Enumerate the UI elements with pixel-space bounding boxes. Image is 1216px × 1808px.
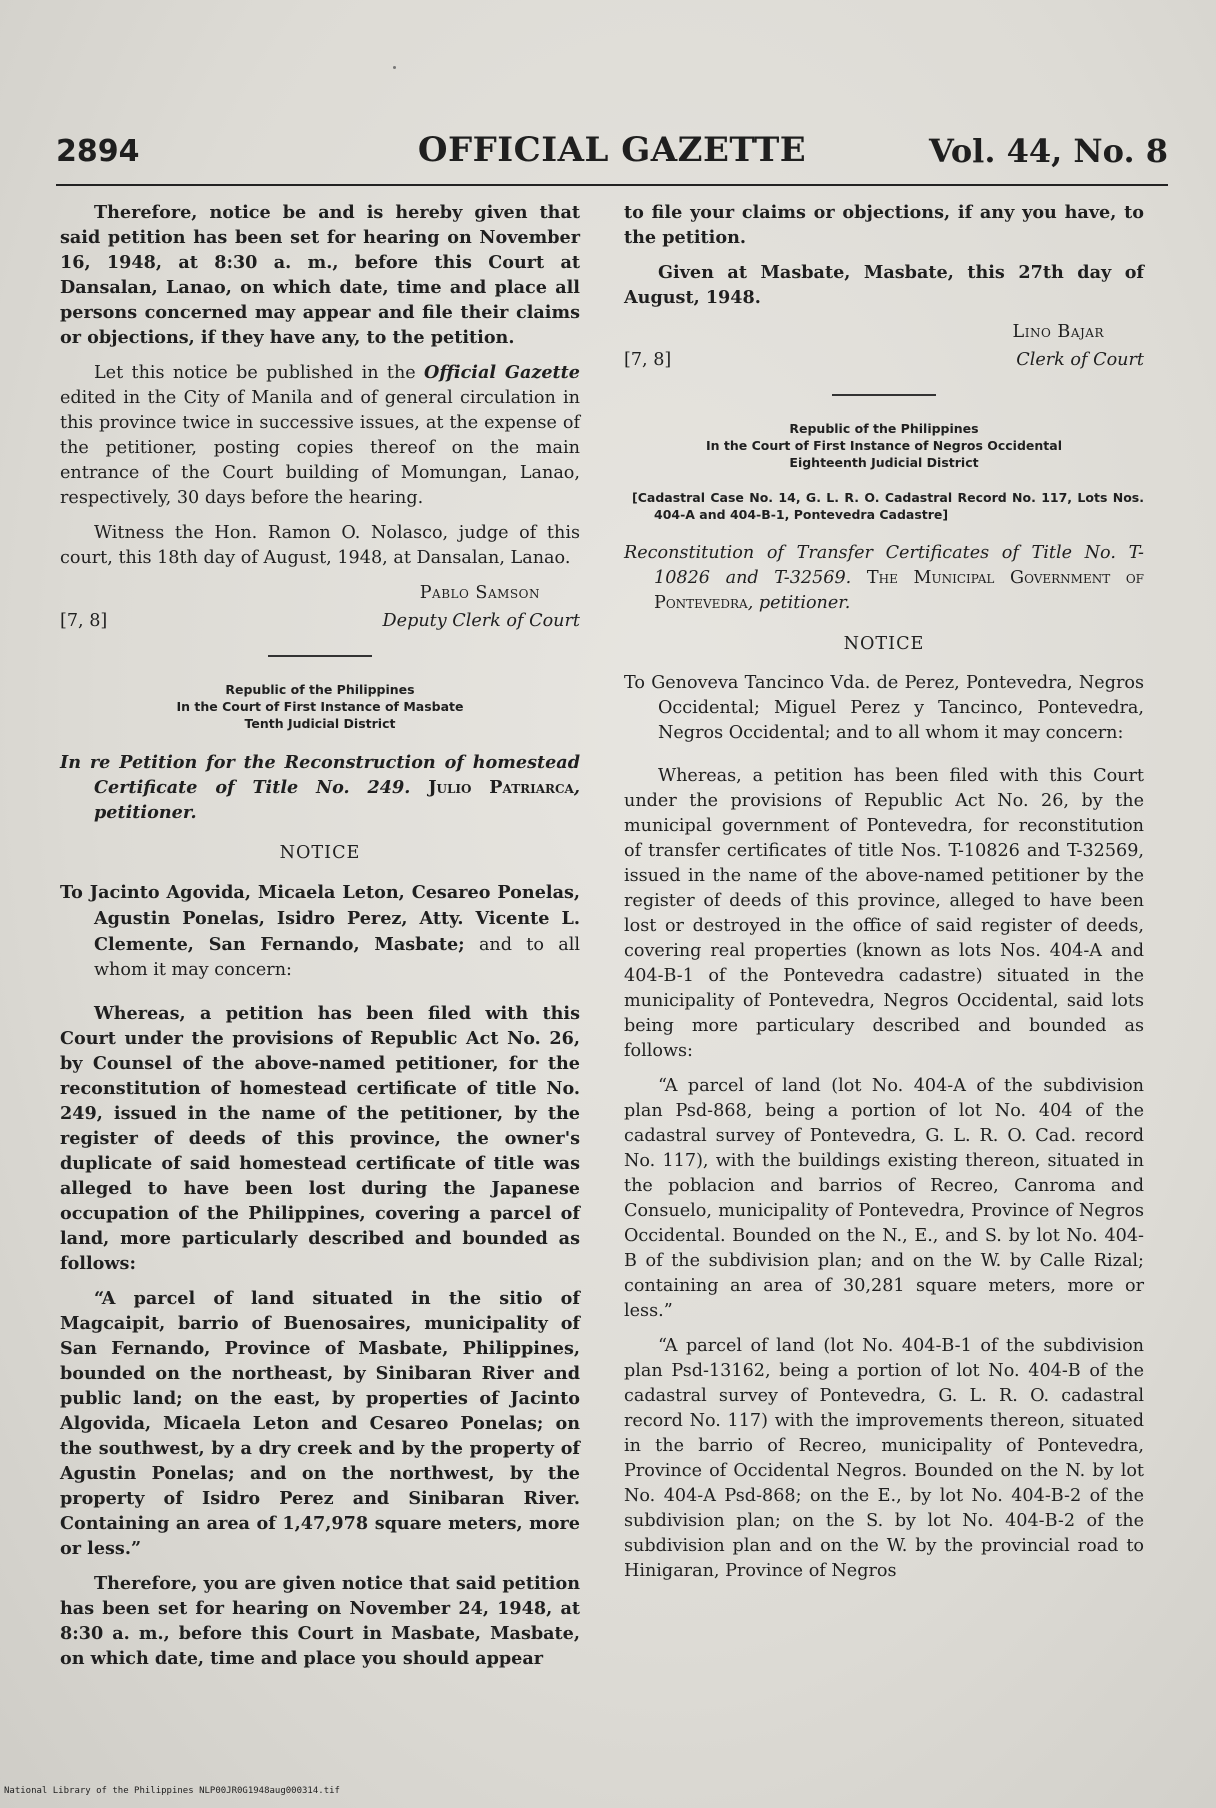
paragraph: to file your claims or objections, if any you have, to the petition. xyxy=(624,202,1144,248)
case-caption: In re Petition for the Reconstruction of homestead Certificate of Title No. 249. Julio Patriarca, petitioner. xyxy=(60,752,580,823)
paragraph: Given at Masbate, Masbate, this 27th day of August, 1948. xyxy=(624,262,1144,308)
paragraph: Whereas, a petition has been filed with this Court under the provisions of Republic Act No. 26, by the municipal government of Pontevedra, for reconstitution of transfer certificates of title Nos. T-10826 and T-32569, issued in the name of the above-named petitioner by the register of deeds of this province, alleged to have been lost or destroyed in the office of said register of deeds, covering real properties (known as lots Nos. 404-A and 404-B-1 of the Pontevedra cadastre) situated in the municipality of Pontevedra, Negros Occidental, said lots being more particulary described and bounded as follows: xyxy=(624,766,1144,1061)
paragraph: Whereas, a petition has been filed with this Court under the provisions of Republic Act No. 26, by Counsel of the above-named petitioner, for the reconstitution of homestead certificate of title No. 249, issued in the name of the petitioner, by the register of deeds of this province, the owner's duplicate of said homestead certificate of title was alleged to have been lost during the Japanese occupation of the Philippines, covering a parcel of land, more particularly described and bounded as follows: xyxy=(60,1003,580,1274)
notice-heading: NOTICE xyxy=(843,634,925,654)
paragraph: Witness the Hon. Ramon O. Nolasco, judge of this court, this 18th day of August, 1948, at Dansalan, Lanao. xyxy=(60,523,580,568)
case-reference: [Cadastral Case No. 14, G. L. R. O. Cadastral Record No. 117, Lots Nos. 404-A and 404-B-1, Pontevedra Cadastre] xyxy=(632,490,1144,522)
right-column xyxy=(624,200,1144,1594)
section-divider xyxy=(268,655,372,657)
gazette-name: Official Gazette xyxy=(424,362,580,383)
scan-footer: National Library of the Philippines NLP00JR0G1948aug000314.tif xyxy=(4,1786,340,1796)
paragraph: Therefore, notice be and is hereby given that said petition has been set for hearing on November 16, 1948, at 8:30 a. m., before this Court at Dansalan, Lanao, on which date, time and place all persons concerned may appear and file their claims or objections, if they have any, to the petition. xyxy=(60,202,580,348)
court-heading: Republic of the Philippines In the Court of First Instance of Masbate Tenth Judicial District xyxy=(176,682,464,731)
addressees: To Genoveva Tancinco Vda. de Perez, Pontevedra, Negros Occidental; Miguel Perez y Tancinco, Pontevedra, Negros Occidental; and to all whom it may concern: xyxy=(624,673,1144,743)
signatory-name: Lino Bajar xyxy=(1012,322,1104,342)
signature-block xyxy=(624,320,1144,378)
case-caption: Reconstitution of Transfer Certificates of Title No. T-10826 and T-32569. The Municipal Government of Pontevedra, petitioner. xyxy=(624,543,1144,613)
signature-block xyxy=(60,581,580,639)
paragraph: Let this notice be published in the Official Gazette edited in the City of Manila and of general circulation in this province twice in successive issues, at the expense of the petitioner, posting copies thereof on the main entrance of the Court building of Momungan, Lanao, respectively, 30 days before the hearing. xyxy=(60,362,580,508)
addressees: To Jacinto Agovida, Micaela Leton, Cesareo Ponelas, Agustin Ponelas, Isidro Perez, Atty. Vicente L. Clemente, San Fernando, Masbate; and to all whom it may concern: xyxy=(60,882,580,980)
volume-number: Vol. 44, No. 8 xyxy=(928,132,1168,170)
page-number: 2894 xyxy=(56,134,140,169)
signatory-role: Deputy Clerk of Court xyxy=(382,611,580,631)
notice-heading: NOTICE xyxy=(279,843,361,863)
issue-reference: [7, 8] xyxy=(60,611,108,631)
signatory-name: Pablo Samson xyxy=(419,583,540,603)
left-column xyxy=(60,200,580,1681)
land-description: “A parcel of land situated in the sitio of Magcaipit, barrio of Buenosaires, municipality of San Fernando, Province of Masbate, Philippines, bounded on the northeast, by Sinibaran River and public land; on the east, by properties of Jacinto Algovida, Micaela Leton and Cesareo Ponelas; on the southwest, by a dry creek and by the property of Agustin Ponelas; and on the northwest, by the property of Isidro Perez and Sinibaran River. Containing an area of 1,47,978 square meters, more or less.” xyxy=(60,1288,580,1559)
signatory-role: Clerk of Court xyxy=(1016,350,1144,370)
paragraph: Therefore, you are given notice that said petition has been set for hearing on November 24, 1948, at 8:30 a. m., before this Court in Masbate, Masbate, on which date, time and place you should appear xyxy=(60,1573,580,1669)
page-header xyxy=(56,128,1168,186)
issue-reference: [7, 8] xyxy=(624,350,672,370)
court-heading: Republic of the Philippines In the Court of First Instance of Negros Occidental Eighteenth Judicial District xyxy=(706,421,1062,470)
publication-title: OFFICIAL GAZETTE xyxy=(417,130,807,170)
land-description: “A parcel of land (lot No. 404-A of the subdivision plan Psd-868, being a portion of lot No. 404 of the cadastral survey of Pontevedra, G. L. R. O. Cad. record No. 117), with the buildings existing thereon, situated in the poblacion and barrios of Recreo, Canroma and Consuelo, municipality of Pontevedra, Province of Negros Occidental. Bounded on the N., E., and S. by lot No. 404-B of the subdivision plan; and on the W. by Calle Rizal; containing an area of 30,281 square meters, more or less.” xyxy=(624,1076,1144,1321)
scan-speck xyxy=(393,66,396,69)
section-divider xyxy=(832,394,936,396)
land-description: “A parcel of land (lot No. 404-B-1 of the subdivision plan Psd-13162, being a portion of lot No. 404-B of the cadastral survey of Pontevedra, G. L. R. O. cadastral record No. 117) with the improvements thereon, situated in the barrio of Recreo, municipality of Pontevedra, Province of Occidental Negros. Bounded on the N. by lot No. 404-A Psd-868; on the E., by lot No. 404-B-2 of the subdivision plan; on the S. by lot No. 404-B-2 of the subdivision plan and on the W. by the provincial road to Hinigaran, Province of Negros xyxy=(624,1336,1144,1581)
